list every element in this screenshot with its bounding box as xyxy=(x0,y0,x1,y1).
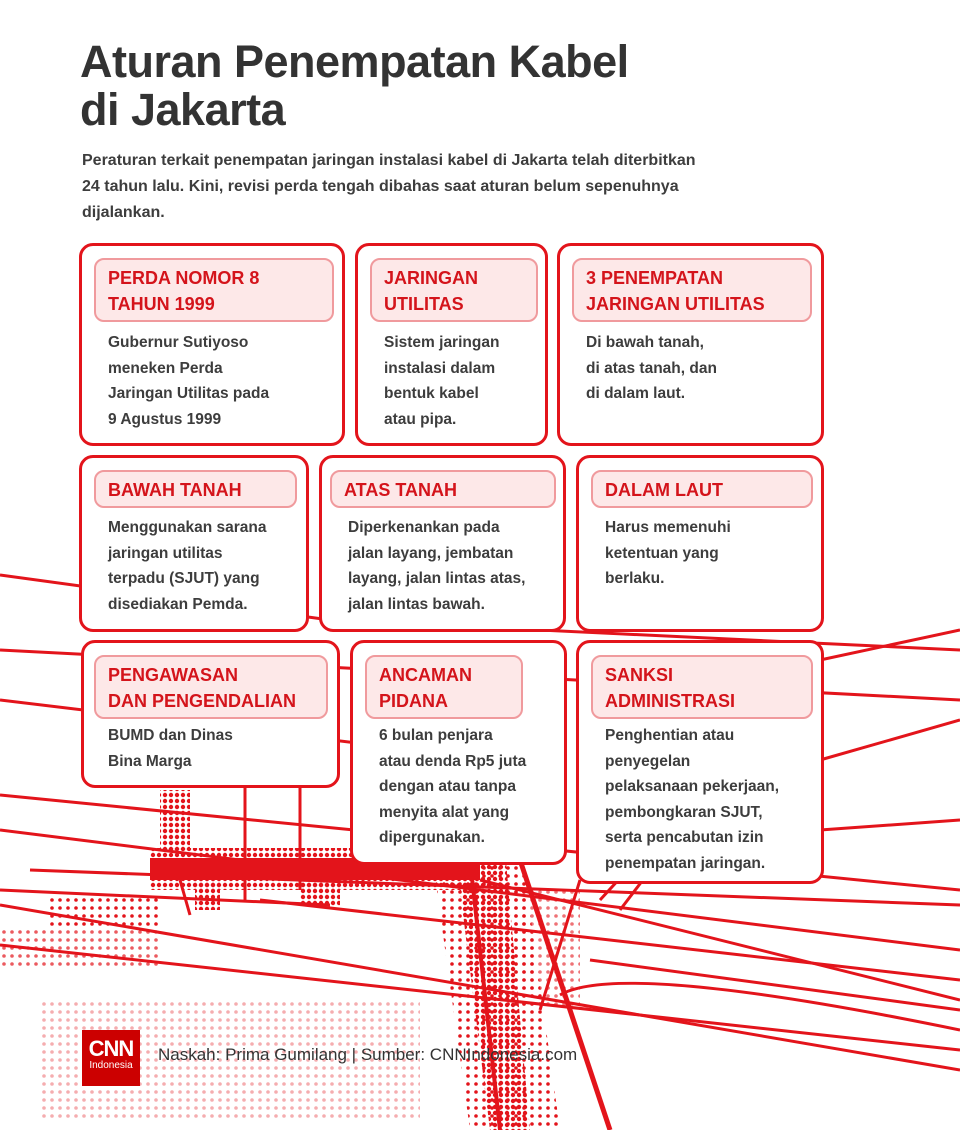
card-heading: DALAM LAUT xyxy=(591,470,813,508)
card-heading: JARINGAN UTILITAS xyxy=(370,258,538,322)
logo-sub-text: Indonesia xyxy=(89,1060,133,1071)
logo-main-text: CNN xyxy=(88,1036,134,1061)
card-body: BUMD dan Dinas Bina Marga xyxy=(108,727,233,770)
card-heading: PERDA NOMOR 8 TAHUN 1999 xyxy=(94,258,334,322)
page-title xyxy=(80,38,840,134)
card-body: 6 bulan penjara atau denda Rp5 juta dengan atau tanpa menyita alat yang dipergunakan. xyxy=(379,727,527,846)
card-body: Diperkenankan pada jalan layang, jembatan layang, jalan lintas atas, jalan lintas bawah. xyxy=(348,519,526,613)
card-body: Harus memenuhi ketentuan yang berlaku. xyxy=(605,519,731,587)
footer-credits: Naskah: Prima Gumilang | Sumber: CNNIndonesia.com xyxy=(158,1045,578,1064)
card-heading: 3 PENEMPATAN JARINGAN UTILITAS xyxy=(572,258,812,322)
title-line-1: Aturan Penempatan Kabel xyxy=(80,36,629,87)
card-3-penempatan xyxy=(557,243,824,446)
cnn-indonesia-logo xyxy=(82,1030,140,1086)
card-ancaman-pidana xyxy=(350,640,567,865)
card-perda-nomor-8 xyxy=(79,243,345,446)
card-heading: ATAS TANAH xyxy=(330,470,556,508)
card-bawah-tanah xyxy=(79,455,309,632)
card-body: Di bawah tanah, di atas tanah, dan di dalam laut. xyxy=(586,334,717,402)
card-dalam-laut xyxy=(576,455,824,632)
card-body: Penghentian atau penyegelan pelaksanaan pekerjaan, pembongkaran SJUT, serta pencabutan izin penempatan jaringan. xyxy=(605,727,780,872)
card-heading: BAWAH TANAH xyxy=(94,470,297,508)
card-heading: SANKSI ADMINISTRASI xyxy=(591,655,813,719)
card-atas-tanah xyxy=(319,455,566,632)
card-body: Sistem jaringan instalasi dalam bentuk kabel atau pipa. xyxy=(384,334,500,428)
card-body: Menggunakan sarana jaringan utilitas terpadu (SJUT) yang disediakan Pemda. xyxy=(108,519,267,613)
card-pengawasan xyxy=(81,640,340,788)
intro-paragraph: Peraturan terkait penempatan jaringan instalasi kabel di Jakarta telah diterbitkan 24 tahun lalu. Kini, revisi perda tengah dibahas saat aturan belum sepenuhnya dijalankan. xyxy=(82,152,696,221)
card-jaringan-utilitas xyxy=(355,243,548,446)
card-heading: ANCAMAN PIDANA xyxy=(365,655,523,719)
title-line-2: di Jakarta xyxy=(80,84,286,135)
card-heading: PENGAWASAN DAN PENGENDALIAN xyxy=(94,655,328,719)
card-sanksi-administrasi xyxy=(576,640,824,884)
card-body: Gubernur Sutiyoso meneken Perda Jaringan Utilitas pada 9 Agustus 1999 xyxy=(108,334,270,428)
